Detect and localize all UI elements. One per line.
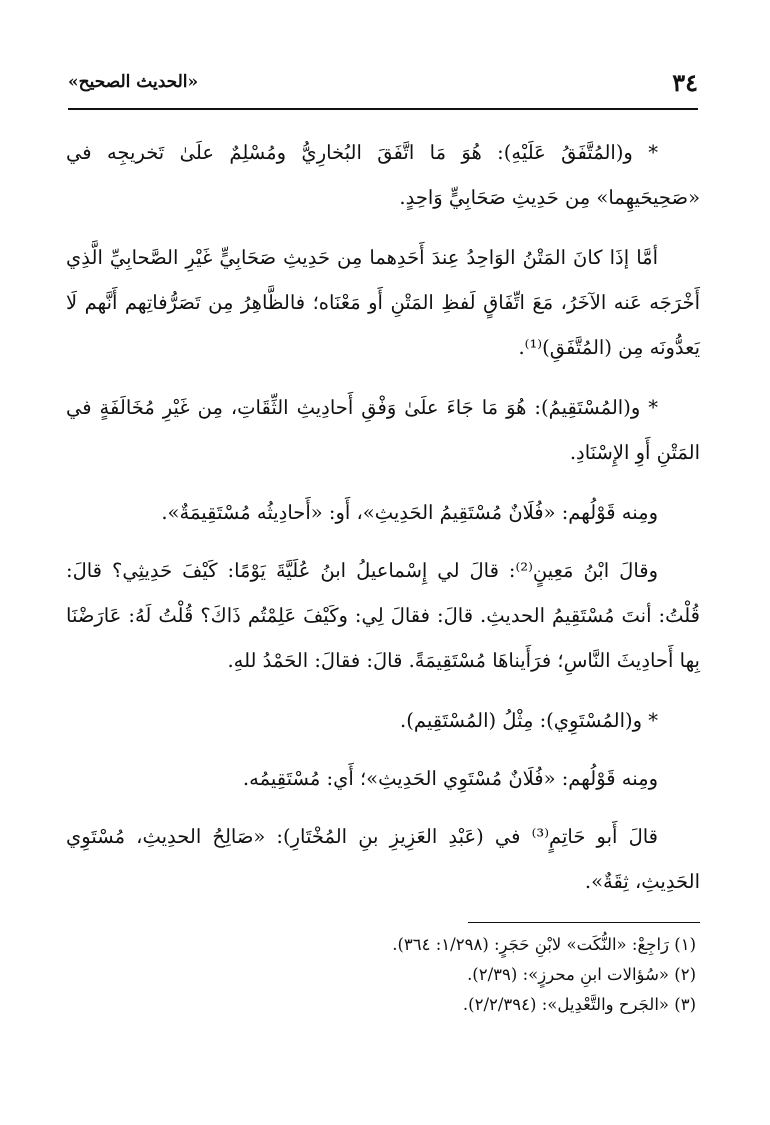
paragraph-ibn-main-quote: وقالَ ابْنُ مَعِينٍ⁽²⁾: قالَ لي إِسْماعيلُ ابنُ عُلَيَّةَ يَوْمًا: كَيْفَ حَدِيثِي؟ قالَ: قُلْتُ: أنتَ مُسْتَقِيمُ الحديثِ. قالَ: فقالَ لِي: وكَيْفَ عَلِمْتُم ذَاكَ؟ قُلْتُ لَهُ: عَارَضْنَا بِها أَحادِيثَ النَّاسِ؛ فرَأَيناهَا مُسْتَقِيمَةً. قالَ: فقالَ: الحَمْدُ للهِ. [66,559,700,672]
footnote-2: (٢) «سُؤالات ابنِ محرزٍ»: (٢/٣٩). [467,965,696,984]
running-title: «الحديث الصحيح» [68,72,199,92]
paragraph-muttafaq: * و(المُتَّفَقُ عَلَيْهِ): هُوَ مَا اتَّفَقَ البُخارِيُّ ومُسْلِمٌ علَىٰ تَخريجِه في «صَحِيحَيهِما» مِن حَدِيثِ صَحَابِيٍّ وَاحِدٍ. [66,141,700,209]
paragraph-mustawi: * و(المُسْتَوِي): مِثْلُ (المُسْتَقِيم). [400,709,658,732]
page-header [68,68,698,104]
paragraph-mustawi-usage: ومِنه قَوْلُهم: «فُلَانٌ مُسْتَوِي الحَدِيثِ»؛ أَي: مُسْتَقِيمُه. [242,767,658,790]
footnotes [66,930,700,1020]
page-number: ٣٤ [672,68,698,97]
header-rule [68,108,698,110]
footnote-separator [468,922,700,923]
footnote-1: (١) رَاجِعْ: «النُّكَت» لابْنِ حَجَرٍ: (١/٢٩٨: ٣٦٤). [392,935,696,954]
paragraph-mustaqim: * و(المُسْتَقِيمُ): هُوَ مَا جَاءَ علَىٰ وَفْقِ أَحادِيثِ الثِّقَاتِ، مِن غَيْرِ مُخَالَفَةٍ في المَتْنِ أَوِ الإِسْنَادِ. [66,396,700,464]
footnote-3: (٣) «الجَرح والتَّعْدِيل»: (٢/٢/٣٩٤). [462,995,696,1014]
paragraph-abu-hatim: قالَ أَبو حَاتِمٍ⁽³⁾ في (عَبْدِ العَزِيزِ بنِ المُخْتَارِ): «صَالِحُ الحدِيثِ، مُسْتَوِي الحَدِيثِ، ثِقَةٌ». [66,825,700,893]
paragraph-muttafaq-note: أمَّا إذَا كانَ المَتْنُ الوَاحِدُ عِندَ أَحَدِهما مِن حَدِيثِ صَحَابِيٍّ غَيْرِ الصَّحابِيِّ الَّذِي أَخْرَجَه عَنه الآخَرُ، مَعَ اتِّفَاقٍ لَفظِ المَتْنِ أَو مَعْنَاه؛ فالظَّاهِرُ مِن تَصَرُّفاتِهم أَنَّهم لَا يَعدُّونَه مِن (المُتَّفَقِ)⁽¹⁾. [66,246,700,359]
main-text [66,130,700,919]
paragraph-mustaqim-usage: ومِنه قَوْلُهم: «فُلَانٌ مُسْتَقِيمُ الحَدِيثِ»، أَو: «أَحادِيثُه مُسْتَقِيمَةٌ». [161,501,658,524]
